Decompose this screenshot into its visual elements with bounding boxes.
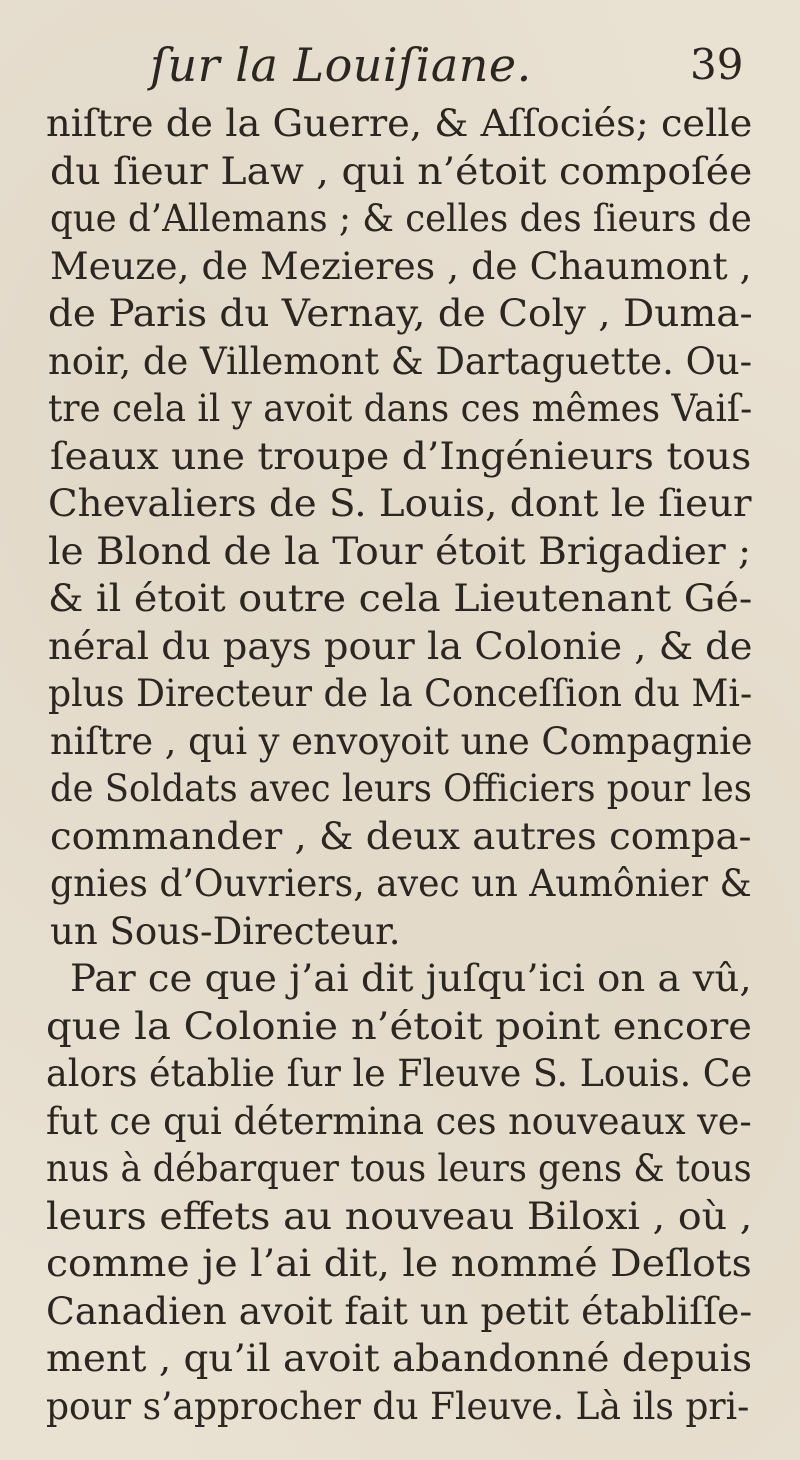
text-line: que d’Allemans ; & celles des ſieurs de <box>50 197 752 240</box>
text-line: alors établie ſur le Fleuve S. Louis. Ce <box>46 1052 753 1095</box>
text-line: ſeaux une troupe d’Ingénieurs tous <box>50 434 752 478</box>
text-line: que la Colonie n’étoit point encore <box>46 1004 753 1048</box>
text-line: du ſieur Law , qui n’étoit compoſée <box>50 149 753 193</box>
text-line: niſtre de la Guerre, & Aſſociés; celle <box>46 102 753 145</box>
text-line: pour s’approcher du Fleuve. Là ils pri- <box>46 1384 750 1428</box>
running-head <box>0 38 800 98</box>
text-line: leurs effets au nouveau Biloxi , où , <box>46 1194 753 1238</box>
text-line: ment , qu’il avoit abandonné depuis <box>46 1337 753 1380</box>
text-line: de Soldats avec leurs Officiers pour les <box>50 767 752 810</box>
text-line: néral du pays pour la Colonie , & de <box>48 624 753 668</box>
text-line: noir, de Villemont & Dartaguette. Ou- <box>48 339 753 383</box>
page-number: 39 <box>690 40 744 89</box>
text-line: plus Directeur de la Conceſſion du Mi- <box>48 672 753 715</box>
text-line: Meuze, de Mezieres , de Chaumont , <box>50 244 752 288</box>
text-line: comme je l’ai dit, le nommé Deſlots <box>46 1242 752 1285</box>
text-line: gnies d’Ouvriers, avec un Aumônier & <box>50 862 752 905</box>
text-line: Canadien avoit fait un petit établiſſe- <box>46 1289 753 1333</box>
text-line: tre cela il y avoit dans ces mêmes Vaiſ- <box>48 387 753 430</box>
text-line: de Paris du Vernay, de Coly , Duma- <box>48 292 753 335</box>
text-line: le Blond de la Tour étoit Brigadier ; <box>48 529 752 573</box>
text-line: Chevaliers de S. Louis, dont le ſieur <box>48 482 752 525</box>
text-line: fut ce qui détermina ces nouveaux ve- <box>46 1099 752 1143</box>
text-line: commander , & deux autres compa- <box>50 814 752 858</box>
text-line: niſtre , qui y envoyoit une Compagnie <box>50 719 753 763</box>
text-line: & il étoit outre cela Lieutenant Gé- <box>48 577 753 620</box>
running-title: ſur la Louiſiane. <box>150 38 532 92</box>
text-line: nus à débarquer tous leurs gens & tous <box>46 1147 752 1190</box>
text-line: un Sous-Directeur. <box>50 909 401 953</box>
text-line: Par ce que j’ai dit juſqu’ici on a vû, <box>70 957 752 1000</box>
